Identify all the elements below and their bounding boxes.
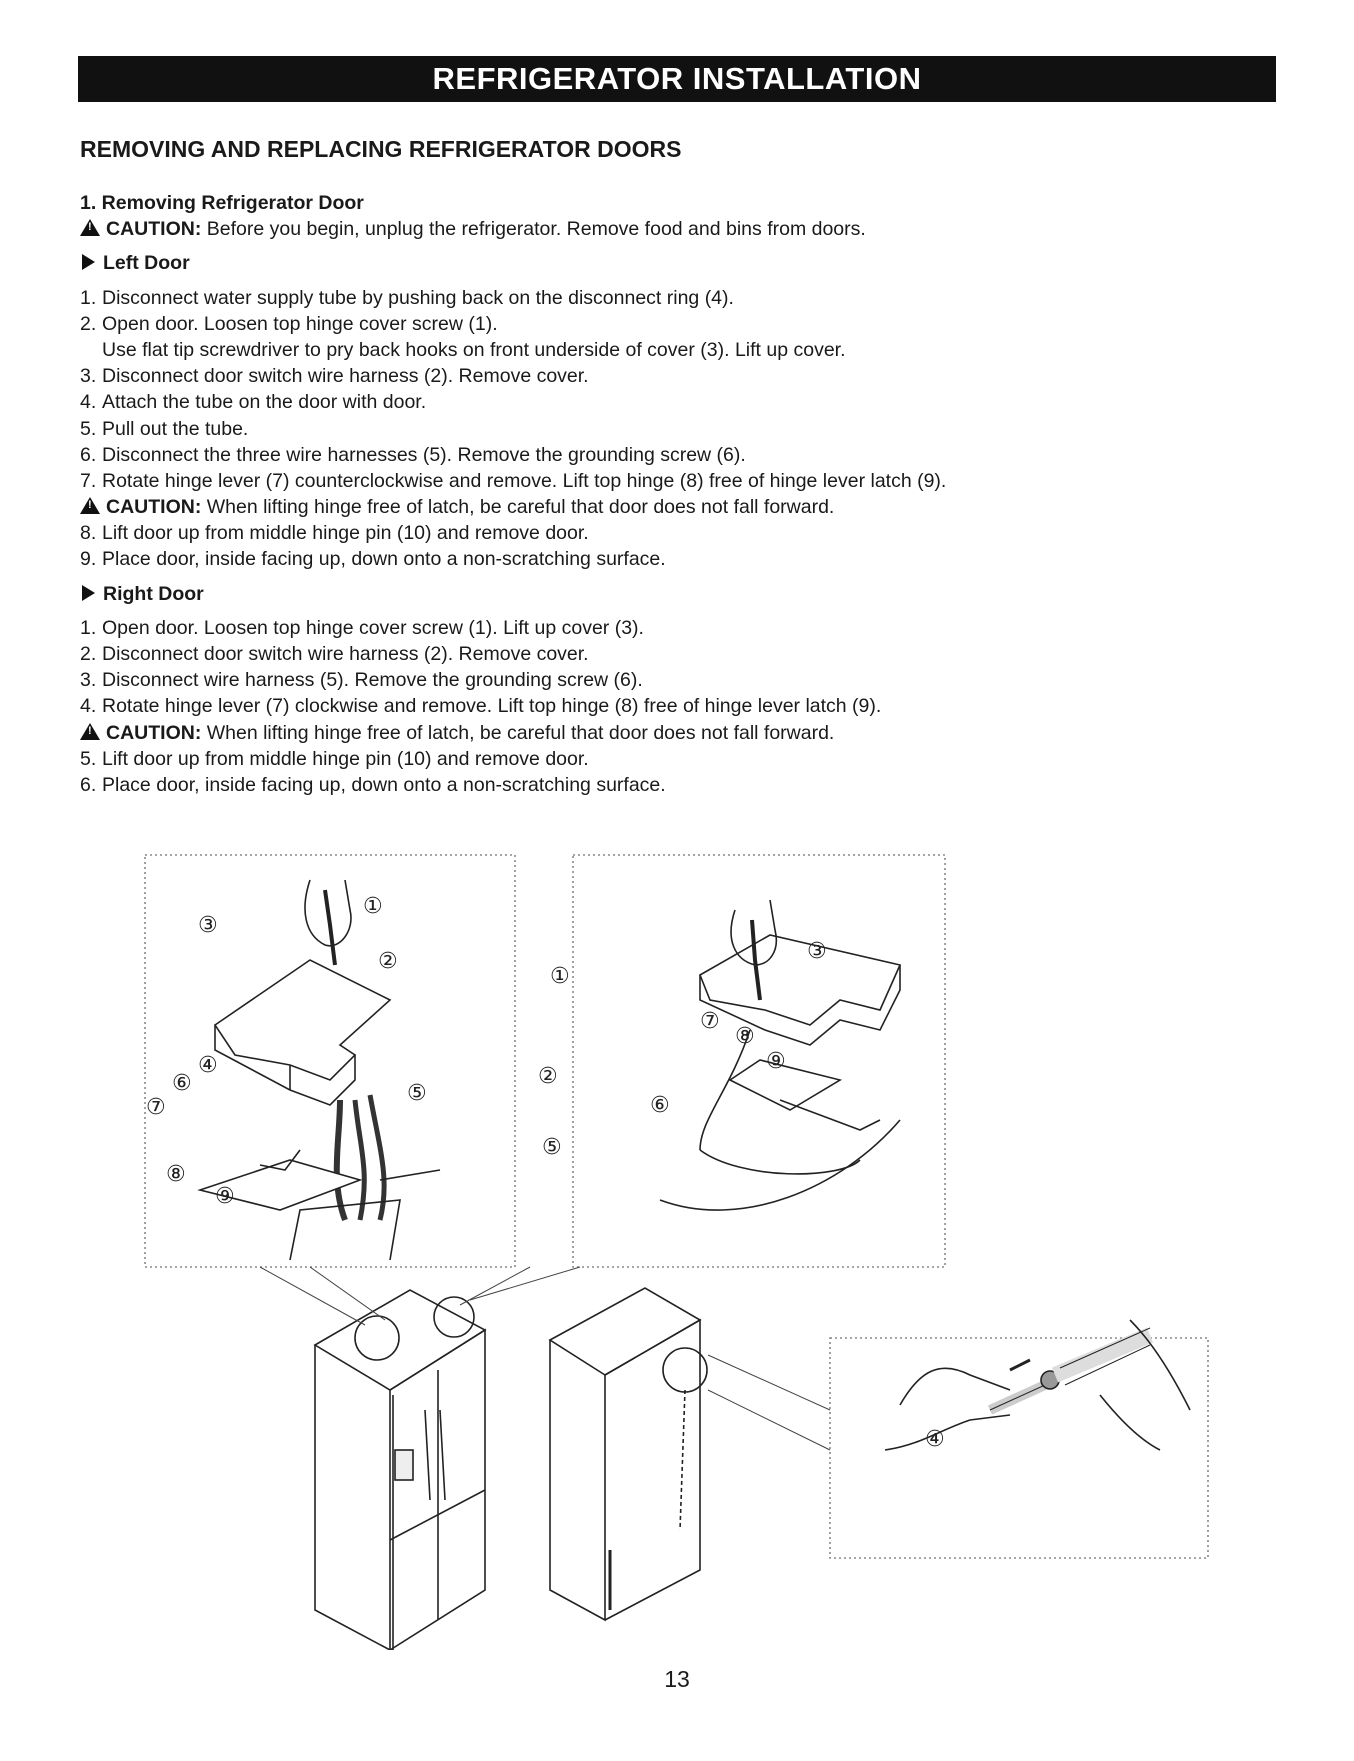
callout-left-7: ⑦ bbox=[146, 1095, 166, 1120]
left-hinge-drawing bbox=[200, 880, 440, 1260]
step-number: 1. bbox=[80, 616, 97, 639]
step-number: 4. bbox=[80, 391, 97, 414]
step-line bbox=[80, 546, 1280, 572]
section-title: REMOVING AND REPLACING REFRIGERATOR DOORS bbox=[80, 136, 682, 162]
right-door-steps bbox=[80, 615, 1280, 720]
subsection-title: 1. Removing Refrigerator Door bbox=[80, 192, 364, 214]
left-door-steps bbox=[80, 285, 1280, 495]
step-line bbox=[80, 772, 1280, 798]
step-line bbox=[80, 746, 1280, 772]
arrow-right-icon bbox=[82, 585, 95, 601]
step-number: 8. bbox=[80, 522, 97, 545]
step-number: 6. bbox=[80, 773, 97, 796]
step-line bbox=[80, 363, 1280, 389]
step-text: Disconnect water supply tube by pushing back on the disconnect ring (4). bbox=[102, 286, 734, 309]
caution-text: When lifting hinge free of latch, be careful that door does not fall forward. bbox=[201, 496, 835, 519]
step-number: 5. bbox=[80, 747, 97, 770]
step-line bbox=[80, 285, 1280, 311]
callout-right-1: ① bbox=[550, 964, 570, 989]
callout-right-8: ⑧ bbox=[735, 1024, 755, 1049]
step-text: Lift door up from middle hinge pin (10) and remove door. bbox=[102, 522, 589, 545]
callout-right-5: ⑤ bbox=[542, 1135, 562, 1160]
step-number: 7. bbox=[80, 469, 97, 492]
right-door-title: Right Door bbox=[103, 582, 204, 605]
step-line bbox=[80, 693, 1280, 719]
caution-text: Before you begin, unplug the refrigerator. Remove food and bins from doors. bbox=[201, 218, 866, 241]
right-refrigerator-drawing bbox=[550, 1288, 707, 1620]
right-door-caution bbox=[80, 720, 1280, 746]
callout-right-7: ⑦ bbox=[700, 1009, 720, 1034]
callout-left-6: ⑥ bbox=[172, 1071, 192, 1096]
step-number: 3. bbox=[80, 669, 97, 692]
warning-icon bbox=[80, 497, 100, 514]
arrow-right-icon bbox=[82, 254, 95, 270]
step-number: 4. bbox=[80, 695, 97, 718]
door-removal-illustration bbox=[140, 850, 1220, 1650]
step-text: Open door. Loosen top hinge cover screw (1). bbox=[102, 312, 498, 335]
page-banner: REFRIGERATOR INSTALLATION bbox=[78, 56, 1276, 102]
left-door-caution bbox=[80, 494, 1280, 520]
warning-icon bbox=[80, 219, 100, 236]
step-line bbox=[80, 416, 1280, 442]
step-line bbox=[80, 520, 1280, 546]
step-number: 3. bbox=[80, 365, 97, 388]
right-door-heading bbox=[80, 581, 1280, 607]
step-text: Use flat tip screwdriver to pry back hooks on front underside of cover (3). Lift up cover. bbox=[102, 338, 846, 361]
caution-label: CAUTION: bbox=[106, 721, 202, 744]
callout-left-9: ⑨ bbox=[215, 1184, 235, 1209]
step-text: Lift door up from middle hinge pin (10) and remove door. bbox=[102, 747, 589, 770]
left-refrigerator-drawing bbox=[315, 1290, 485, 1650]
callout-right-2: ② bbox=[538, 1064, 558, 1089]
step-line bbox=[80, 641, 1280, 667]
callout-left-2: ② bbox=[378, 949, 398, 974]
step-text: Disconnect wire harness (5). Remove the grounding screw (6). bbox=[102, 669, 643, 692]
left-door-title: Left Door bbox=[103, 252, 190, 275]
page-number: 13 bbox=[664, 1666, 690, 1692]
step-line bbox=[80, 468, 1280, 494]
step-number: 1. bbox=[80, 286, 97, 309]
step-line bbox=[80, 442, 1280, 468]
warning-icon bbox=[80, 723, 100, 740]
caution-text: When lifting hinge free of latch, be careful that door does not fall forward. bbox=[201, 721, 835, 744]
step-number: 6. bbox=[80, 443, 97, 466]
caution-label: CAUTION: bbox=[106, 218, 202, 241]
step-text: Open door. Loosen top hinge cover screw (1). Lift up cover (3). bbox=[102, 616, 644, 639]
instructions bbox=[80, 190, 1280, 798]
step-text: Pull out the tube. bbox=[102, 417, 249, 440]
callout-left-1: ① bbox=[363, 894, 383, 919]
left-door-heading bbox=[80, 250, 1280, 276]
step-number: 5. bbox=[80, 417, 97, 440]
step-line bbox=[80, 337, 1280, 363]
step-text: Disconnect door switch wire harness (2). Remove cover. bbox=[102, 643, 589, 665]
step-text: Place door, inside facing up, down onto a non-scratching surface. bbox=[102, 548, 666, 571]
callout-left-3: ③ bbox=[198, 913, 218, 938]
step-text: Disconnect the three wire harnesses (5). Remove the grounding screw (6). bbox=[102, 443, 746, 466]
right-door-steps-after bbox=[80, 746, 1280, 798]
callout-tube-4: ④ bbox=[925, 1427, 945, 1452]
callout-left-8: ⑧ bbox=[166, 1162, 186, 1187]
step-text: Attach the tube on the door with door. bbox=[102, 391, 427, 414]
step-number: 9. bbox=[80, 548, 97, 571]
left-door-steps-after bbox=[80, 520, 1280, 572]
callout-right-3: ③ bbox=[807, 939, 827, 964]
step-text: Place door, inside facing up, down onto a non-scratching surface. bbox=[102, 773, 666, 796]
caution-intro bbox=[80, 216, 1280, 242]
callout-left-4: ④ bbox=[198, 1053, 218, 1078]
step-text: Rotate hinge lever (7) counterclockwise and remove. Lift top hinge (8) free of hinge lever latch (9). bbox=[102, 469, 947, 492]
callout-right-6: ⑥ bbox=[650, 1093, 670, 1118]
caution-label: CAUTION: bbox=[106, 496, 202, 519]
tube-detail-frame bbox=[830, 1338, 1208, 1558]
callout-left-5: ⑤ bbox=[407, 1081, 427, 1106]
step-line bbox=[80, 311, 1280, 337]
step-text: Disconnect door switch wire harness (2). Remove cover. bbox=[102, 365, 589, 388]
step-line bbox=[80, 389, 1280, 415]
step-number: 2. bbox=[80, 312, 97, 335]
step-line bbox=[80, 667, 1280, 693]
step-text: Rotate hinge lever (7) clockwise and remove. Lift top hinge (8) free of hinge lever latch (9). bbox=[102, 695, 882, 718]
callout-right-9: ⑨ bbox=[766, 1049, 786, 1074]
step-number: 2. bbox=[80, 643, 97, 665]
step-line bbox=[80, 615, 1280, 641]
